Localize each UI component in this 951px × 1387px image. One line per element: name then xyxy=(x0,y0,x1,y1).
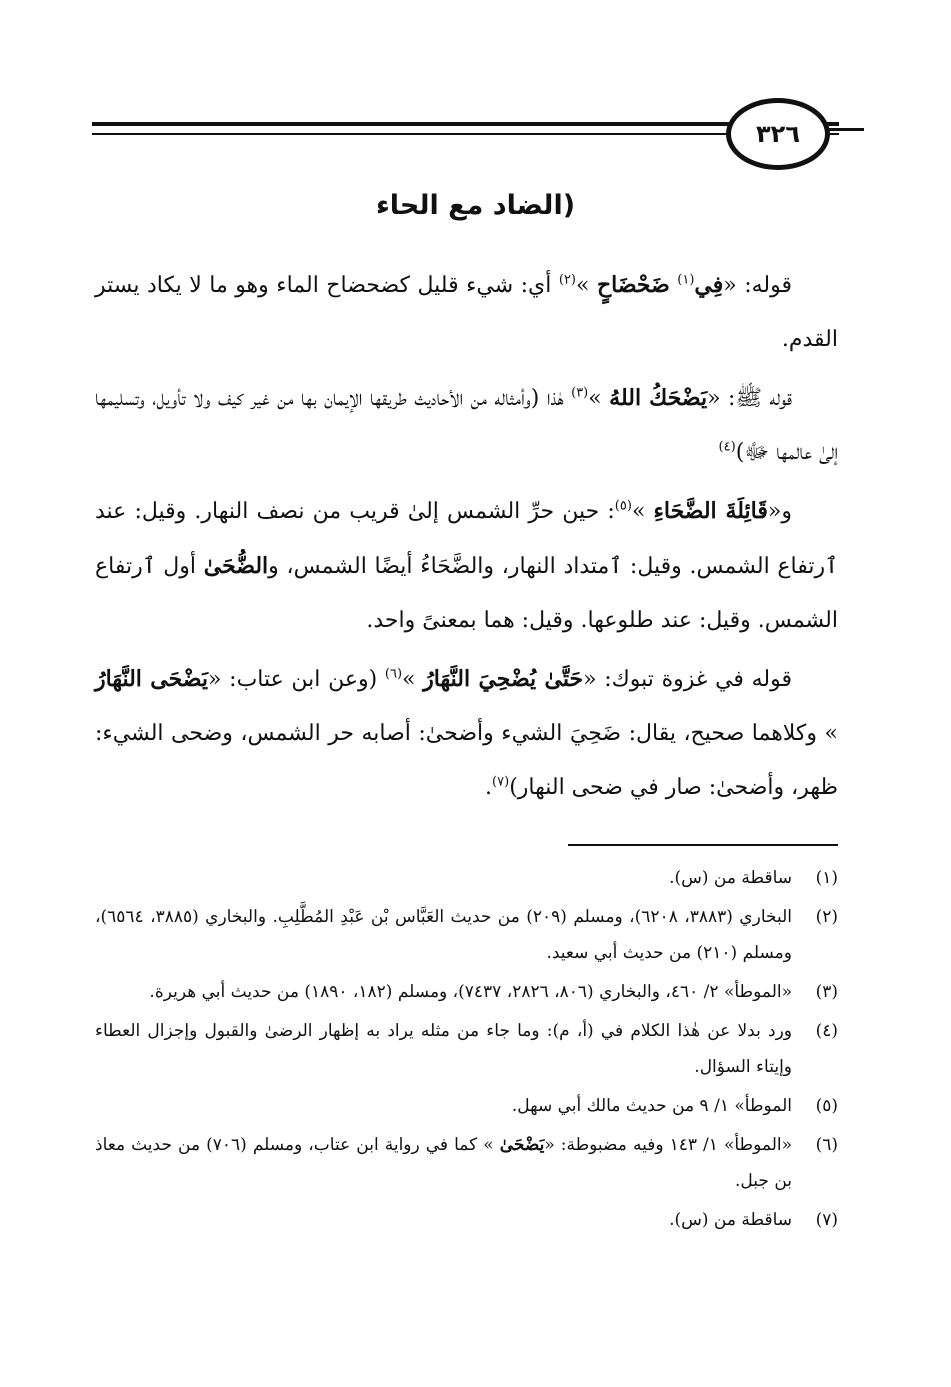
footnote-text: البخاري (٣٨٨٣، ٦٢٠٨)، ومسلم (٢٠٩) من حديث العَبَّاس بْن عَبْدِ المُطَّلِبِ. والبخاري (٣٨٨٥، ٦٥٦٤)، ومسلم (٢١٠) من حديث أبي سعيد. xyxy=(95,907,793,963)
footnote-ref: (٣) xyxy=(571,385,589,401)
text-run: قوله في غزوة تبوك: « xyxy=(583,667,793,692)
page-number: ٣٢٦ xyxy=(756,120,800,148)
bold-term: فِي xyxy=(694,272,724,298)
footnote-separator xyxy=(568,844,838,846)
footnote-text: ساقطة من (س). xyxy=(669,868,792,888)
bold-term: ضَحْضَاحٍ xyxy=(596,272,670,298)
text-run: » xyxy=(402,667,424,692)
text-run: . xyxy=(485,775,493,800)
text-run: » xyxy=(588,386,610,411)
header-rule-tail xyxy=(826,128,864,131)
paragraph xyxy=(95,652,838,815)
text-run: » كما في رواية ابن عتاب، ومسلم (٧٠٦) من حديث معاذ بن جبل. xyxy=(95,1135,792,1191)
footnote-number: (٧) xyxy=(815,1210,838,1230)
bold-term: الضُّحَىٰ xyxy=(203,553,269,579)
bold-term: يَضْحَى النَّهَارُ xyxy=(95,666,209,692)
page-number-badge xyxy=(726,98,830,170)
footnote-number: (٣) xyxy=(815,982,838,1002)
bold-term: قَائِلَةَ الضَّحَاءِ xyxy=(653,498,768,524)
main-text xyxy=(95,258,838,819)
footnote-text: ساقطة من (س). xyxy=(669,1210,792,1230)
text-run: أي: شيء قليل كضحضاح الماء وهو ما لا يكاد يستر القدم. xyxy=(95,273,838,352)
footnote-ref: (٧) xyxy=(492,774,510,790)
footnote-text: الموطأ» ١/ ٩ من حديث مالك أبي سهل. xyxy=(511,1096,792,1116)
bold-term: حَتَّىٰ يُضْحِيَ النَّهَارُ xyxy=(423,666,584,692)
footnote xyxy=(95,974,838,1010)
text-run: » xyxy=(631,499,654,524)
footnote-number: (٤) xyxy=(815,1021,838,1041)
text-run: قوله ﷺ: « xyxy=(707,386,793,411)
text-run: هٰذا (وأمثاله من الأحاديث طريقها الإيمان بها من غير كيف ولا تأويل، وتسليمها إلىٰ عالمها ﷻ) xyxy=(95,386,838,465)
text-run: : حين حرِّ الشمس إلىٰ قريب من نصف النهار. وقيل: عند ٱرتفاع الشمس. وقيل: ٱمتداد النهار، والضَّحَاءُ أيضًا الشمس، و xyxy=(95,499,838,579)
footnote xyxy=(95,1088,838,1124)
text-run: قوله: « xyxy=(723,273,792,298)
footnote-number: (١) xyxy=(815,868,838,888)
footnote-ref: (٢) xyxy=(558,272,576,288)
footnote xyxy=(95,860,838,896)
footnote-ref: (٤) xyxy=(718,439,736,455)
footnote-ref: (٦) xyxy=(384,666,403,682)
text-run: » وكلاهما صحيح، يقال: ضَحِيَ الشيء وأضحىٰ: أصابه حر الشمس، وضحى الشيء: ظهر، وأضحىٰ: صار في ضحى النهار) xyxy=(95,721,838,800)
footnote xyxy=(95,1013,838,1085)
footnote-number: (٦) xyxy=(815,1135,838,1155)
footnotes xyxy=(95,860,838,1241)
paragraph xyxy=(95,484,838,648)
footnote-text xyxy=(95,1127,792,1199)
text-run: » xyxy=(576,273,597,298)
text-run: (وعن ابن عتاب: « xyxy=(208,667,385,692)
bold-term: يَضْحَكُ اللهُ xyxy=(609,385,708,411)
footnote xyxy=(95,899,838,971)
footnote-ref: (١) xyxy=(677,272,695,288)
paragraph xyxy=(95,371,838,480)
text-run: «الموطأ» ١/ ١٤٣ وفيه مضبوطة: « xyxy=(544,1135,792,1155)
text-run: أول ٱرتفاع الشمس. وقيل: عند طلوعها. وقيل: هما بمعنىً واحد. xyxy=(95,554,838,633)
paragraph xyxy=(95,258,838,367)
text-run: و« xyxy=(767,499,792,524)
footnote xyxy=(95,1202,838,1238)
section-title: (الضاد مع الحاء xyxy=(375,190,576,221)
footnote-text: ورد بدلا عن هٰذا الكلام في (أ، م): وما جاء من مثله يراد به إظهار الرضىٰ والقبول وإجزال العطاء وإيتاء السؤال. xyxy=(95,1021,792,1077)
footnote-number: (٥) xyxy=(815,1096,838,1116)
bold-term: يَضْحَىٰ xyxy=(499,1135,545,1155)
footnote-number: (٢) xyxy=(815,907,838,927)
footnote xyxy=(95,1127,838,1199)
footnote-text: «الموطأ» ٢/ ٤٦٠، والبخاري (٨٠٦، ٢٨٢٦، ٧٤٣٧)، ومسلم (١٨٢، ١٨٩٠) من حديث أبي هريرة. xyxy=(149,982,792,1002)
footnote-ref: (٥) xyxy=(614,498,632,514)
